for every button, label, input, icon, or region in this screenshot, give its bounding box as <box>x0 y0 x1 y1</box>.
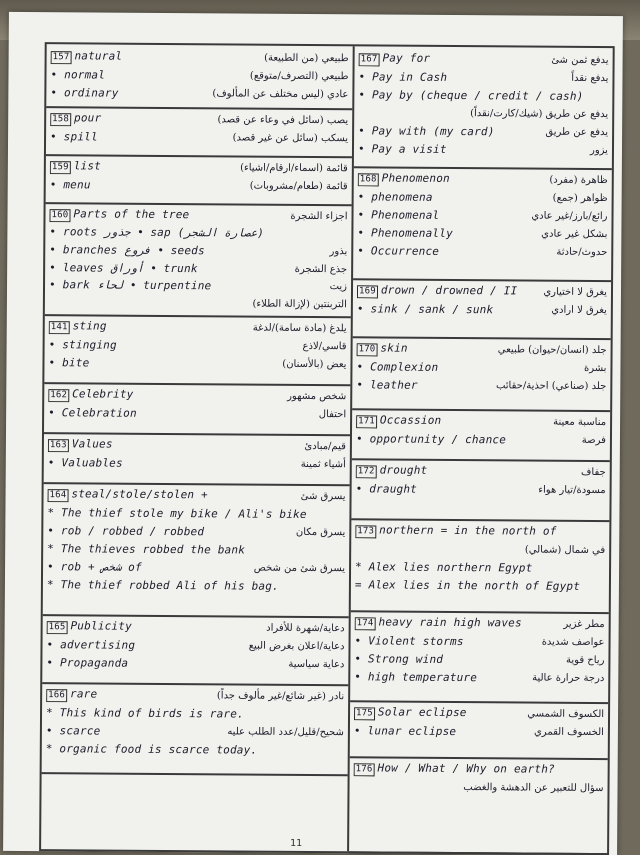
english-word: * This kind of birds is rare. <box>46 705 244 721</box>
english-text <box>50 178 91 191</box>
entry-line <box>50 84 348 102</box>
arabic-meaning: يزور <box>589 144 609 156</box>
english-text <box>356 463 428 478</box>
entry-number: 169 <box>357 285 378 298</box>
english-word: drought <box>379 462 428 477</box>
english-text <box>49 278 211 292</box>
arabic-meaning: طبيعي (من الطبيعة) <box>264 52 349 64</box>
arabic-meaning: جذع الشجرة <box>294 263 348 275</box>
arabic-meaning: بشكل غير عادي <box>541 228 608 240</box>
entry-line <box>355 576 605 594</box>
left-entry <box>46 154 352 206</box>
entry-line <box>46 740 344 758</box>
english-word: • Celebration <box>48 405 137 420</box>
arabic-meaning: سؤال للتعبير عن الدهشة والغضب <box>463 781 604 794</box>
english-text <box>357 208 439 222</box>
arabic-meaning: جلد (انسان/حيوان) طبيعي <box>497 343 607 356</box>
english-word: * Alex lies northern Egypt <box>355 559 533 575</box>
english-text <box>354 652 443 666</box>
english-text <box>355 615 522 631</box>
entry-line <box>357 242 607 260</box>
entry-line <box>48 454 346 472</box>
arabic-meaning: مطر غزير <box>563 618 605 630</box>
right-entry <box>351 458 609 522</box>
english-word: * The thieves robbed the bank <box>47 541 246 557</box>
arabic-meaning: بذور <box>329 245 348 258</box>
arabic-meaning: طبيعي (التصرف/متوقع) <box>249 70 349 82</box>
entry-line <box>51 48 349 66</box>
english-text <box>47 578 279 593</box>
arabic-meaning: جفاف <box>581 466 606 478</box>
english-word: Celebrity <box>72 386 134 401</box>
english-text <box>48 387 133 403</box>
left-entry <box>44 432 350 486</box>
arabic-meaning: يعض (بالأسنان) <box>282 358 347 370</box>
english-text <box>47 542 245 556</box>
arabic-meaning: يصب (سائل في وعاء عن قصد) <box>217 113 349 126</box>
english-text <box>357 341 408 356</box>
left-entry <box>46 106 352 158</box>
english-word: sting <box>72 318 107 333</box>
english-word: • Propaganda <box>46 655 129 670</box>
english-word: • spill <box>50 129 98 143</box>
english-word: • Complexion <box>356 359 439 374</box>
entry-number: 158 <box>50 113 71 126</box>
english-text <box>357 244 439 258</box>
english-word: * organic food is scarce today. <box>45 741 258 757</box>
english-text <box>354 705 467 721</box>
entry-line <box>49 224 347 242</box>
english-word: Parts of the tree <box>73 206 190 221</box>
arabic-meaning: يدفع عن طريق <box>545 126 609 138</box>
english-text <box>356 378 417 391</box>
entry-line <box>49 294 347 312</box>
english-word: Publicity <box>70 618 132 633</box>
entry-line <box>357 300 607 318</box>
english-text <box>356 413 441 429</box>
arabic-meaning: يلدغ (مادة سامة)/لدغة <box>252 322 347 334</box>
entry-line <box>358 122 608 140</box>
english-text <box>48 437 113 452</box>
english-text <box>46 742 258 756</box>
arabic-meaning: مناسبة معينة <box>553 416 607 428</box>
arabic-meaning: عادي (ليس مختلف عن المألوف) <box>212 87 349 100</box>
english-word: = Alex lies in the north of Egypt <box>354 577 581 593</box>
english-text <box>358 142 447 156</box>
entry-line <box>47 504 345 522</box>
arabic-meaning: الكسوف الشمسي <box>527 708 605 720</box>
english-text <box>356 360 438 374</box>
arabic-meaning: ظواهر (جمع) <box>552 192 608 204</box>
entry-number: 160 <box>49 209 70 222</box>
entry-line <box>358 68 608 86</box>
entry-line <box>46 686 344 704</box>
left-entry <box>43 482 350 618</box>
english-text <box>47 560 142 574</box>
english-text <box>356 432 506 446</box>
entry-line <box>357 206 607 224</box>
arabic-meaning: رياح قوية <box>565 654 605 666</box>
entry-line <box>359 50 609 68</box>
entry-line <box>46 722 344 740</box>
english-word: • ordinary <box>50 85 119 100</box>
english-word: • Pay in Cash <box>358 69 448 84</box>
english-text <box>354 724 456 738</box>
english-word: rare <box>69 686 98 701</box>
entry-line <box>358 188 608 206</box>
english-word: • leather <box>356 377 418 392</box>
english-word: • menu <box>49 177 91 191</box>
english-word: • Pay a visit <box>357 141 447 156</box>
entry-line <box>46 636 344 654</box>
arabic-meaning: قائمة (اسماء/ارقام/اشياء) <box>240 161 348 174</box>
entry-number: 167 <box>359 53 380 66</box>
entry-line <box>48 386 346 404</box>
entry-line <box>47 576 345 594</box>
arabic-meaning: ظاهرة (مفرد) <box>549 174 608 186</box>
arabic-meaning: فرصة <box>581 434 606 446</box>
entry-line <box>50 158 348 176</box>
entry-line <box>355 558 605 576</box>
arabic-meaning: يدفع عن طريق (شيك/كارت/نقداً) <box>470 107 609 120</box>
arabic-meaning: مسودة/تيار هواء <box>538 484 606 496</box>
english-text <box>46 687 97 702</box>
arabic-meaning: التربنتين (لإزالة الطلاء) <box>252 298 347 311</box>
english-word: Phenomenon <box>381 170 450 185</box>
english-word: • roots جذور • sap (عصارة الشجر) <box>49 225 265 240</box>
english-word: Occassion <box>379 412 442 427</box>
right-entry <box>352 408 610 462</box>
entry-line <box>50 66 348 84</box>
entry-number: 172 <box>356 465 377 478</box>
arabic-meaning: قيم/مبادئ <box>304 440 346 452</box>
arabic-meaning: حدوث/حادثة <box>556 246 608 258</box>
english-word: • rob + شخص of <box>47 559 142 574</box>
entry-line <box>50 128 348 146</box>
left-entry <box>46 44 352 110</box>
entry-line <box>357 282 607 300</box>
english-word: • rob / robbed / robbed <box>47 523 205 538</box>
entry-number: 176 <box>354 763 375 776</box>
english-word: • bark لحاء • turpentine <box>48 278 212 293</box>
english-word: • Violent storms <box>354 633 464 648</box>
entry-line <box>355 540 605 558</box>
entry-line <box>356 412 606 430</box>
right-entry <box>350 610 609 704</box>
entry-line <box>47 618 345 636</box>
english-text <box>50 111 101 126</box>
english-text <box>46 706 244 720</box>
entry-line <box>355 632 605 650</box>
entry-line <box>354 722 604 740</box>
entry-line <box>353 778 603 796</box>
english-word: • leaves أوراق • trunk <box>49 260 198 275</box>
english-word: • Phenomenal <box>357 207 440 222</box>
english-word: • advertising <box>46 637 136 652</box>
arabic-meaning: يسرق شئ <box>300 490 346 502</box>
arabic-meaning: عواصف شديدة <box>541 636 605 648</box>
arabic-meaning: يدفع نقداً <box>571 72 609 84</box>
entry-line <box>47 558 345 576</box>
english-word: • phenomena <box>357 189 433 204</box>
arabic-meaning: بشرة <box>583 362 607 374</box>
english-word: skin <box>380 340 408 355</box>
english-text <box>49 207 189 223</box>
english-text <box>48 456 123 470</box>
english-word: • draught <box>355 481 418 496</box>
english-word: Values <box>71 436 113 451</box>
english-text <box>47 506 306 521</box>
entry-line <box>46 654 344 672</box>
entry-number: 157 <box>51 51 72 64</box>
arabic-meaning: قائمة (طعام/مشروبات) <box>249 180 348 192</box>
english-word: natural <box>74 48 123 63</box>
entry-number: 168 <box>358 173 379 186</box>
english-word: • scarce <box>45 723 101 738</box>
entry-line <box>354 760 604 778</box>
english-word: • branches فروع • seeds <box>49 242 205 258</box>
entry-number: 173 <box>355 525 376 538</box>
left-entry <box>42 682 349 776</box>
entry-line <box>48 486 346 504</box>
entry-line <box>358 86 608 104</box>
left-entry <box>45 202 352 318</box>
english-text <box>357 302 494 316</box>
entry-line <box>47 522 345 540</box>
entry-line <box>356 358 606 376</box>
english-word: steal/stole/stolen + <box>71 486 208 501</box>
arabic-meaning: يسكب (سائل عن غير قصد) <box>232 131 349 144</box>
english-text <box>49 225 264 239</box>
page-frame <box>39 42 615 855</box>
arabic-meaning: شحيح/قليل/عدد الطلب عليه <box>227 725 344 738</box>
entry-line <box>356 480 606 498</box>
english-text <box>355 578 580 593</box>
english-word: How / What / Why on earth? <box>377 760 555 776</box>
english-text <box>50 68 105 81</box>
english-word: heavy rain high waves <box>378 614 522 629</box>
english-word: • bite <box>48 355 90 369</box>
arabic-meaning: قاسي/لاذع <box>302 340 347 352</box>
entry-line <box>354 704 604 722</box>
arabic-meaning: جلد (صناعي) احذية/حقائب <box>495 379 607 392</box>
entry-number: 141 <box>49 321 70 334</box>
english-text <box>50 130 98 143</box>
entry-line <box>356 430 606 448</box>
page-number: 11 <box>290 838 303 849</box>
right-entry <box>352 336 611 412</box>
entry-line <box>48 354 346 372</box>
english-text <box>46 656 128 670</box>
english-text <box>48 487 208 503</box>
entry-line <box>358 104 608 122</box>
arabic-meaning: الخسوف القمري <box>533 726 604 738</box>
entry-line <box>50 176 348 194</box>
entry-line <box>354 650 604 668</box>
english-text <box>358 190 433 204</box>
english-text <box>47 524 204 538</box>
arabic-meaning: دعاية/اعلان بغرض البيع <box>248 640 345 652</box>
english-word: drown / drowned / II <box>380 282 518 297</box>
entry-line <box>48 436 346 454</box>
arabic-meaning: احتفال <box>318 408 347 420</box>
english-word: • Strong wind <box>354 651 444 666</box>
entry-number: 164 <box>48 489 69 502</box>
left-entry <box>44 382 350 436</box>
english-text <box>358 88 583 103</box>
entry-number: 162 <box>48 389 69 402</box>
english-text <box>50 86 118 99</box>
arabic-meaning: يسرق مكان <box>295 526 346 538</box>
entry-line <box>47 540 345 558</box>
entry-number: 175 <box>354 707 375 720</box>
english-text <box>359 51 431 66</box>
english-word: • lunar eclipse <box>353 723 457 738</box>
entry-line <box>355 522 605 540</box>
entry-line <box>46 704 344 722</box>
arabic-meaning: دعاية/شهرة للأفراد <box>266 622 345 634</box>
english-text <box>355 560 532 574</box>
entry-line <box>356 376 606 394</box>
english-text <box>356 482 417 495</box>
english-text <box>49 243 205 257</box>
english-word: • high temperature <box>354 669 478 684</box>
english-text <box>354 761 555 777</box>
entry-line <box>49 241 347 259</box>
english-text <box>48 406 137 420</box>
english-word: * The thief stole my bike / Ali's bike <box>47 505 307 521</box>
english-text <box>358 124 495 138</box>
english-text <box>51 49 123 64</box>
entry-line <box>49 336 347 354</box>
entry-number: 159 <box>50 161 71 174</box>
entry-line <box>356 462 606 480</box>
right-entry <box>354 46 613 170</box>
english-word: • Occurrence <box>357 243 440 258</box>
english-text <box>355 523 556 539</box>
english-word: * The thief robbed Ali of his bag. <box>46 577 279 593</box>
arabic-meaning: شخص مشهور <box>287 390 347 402</box>
english-text <box>357 283 517 299</box>
english-text <box>46 638 135 652</box>
english-text <box>49 261 198 275</box>
entry-line <box>355 614 605 632</box>
english-word: • Pay with (my card) <box>358 123 495 138</box>
entry-line <box>48 404 346 422</box>
left-column <box>41 44 353 851</box>
entry-number: 165 <box>47 621 68 634</box>
english-word: pour <box>74 110 102 125</box>
english-text <box>46 724 101 737</box>
entry-number: 170 <box>357 343 378 356</box>
entry-line <box>354 668 604 686</box>
entry-number: 174 <box>355 617 376 630</box>
entry-line <box>49 277 347 295</box>
english-text <box>358 171 450 187</box>
entry-line <box>357 224 607 242</box>
right-entry <box>350 700 608 760</box>
entry-number: 166 <box>46 689 67 702</box>
entry-line <box>358 140 608 158</box>
english-text <box>357 226 453 240</box>
left-entry <box>44 314 350 386</box>
english-word: northern = in the north of <box>379 522 557 538</box>
right-entry <box>353 278 611 340</box>
entry-number: 163 <box>48 439 69 452</box>
arabic-meaning: يغرق لا اختياري <box>543 286 608 298</box>
arabic-meaning: رائع/بارز/غير عادي <box>531 210 608 222</box>
arabic-meaning: يغرق لا ارادي <box>551 304 607 316</box>
english-text <box>50 159 101 174</box>
arabic-meaning: دعاية سياسية <box>288 658 345 670</box>
arabic-meaning: نادر (غير شائع/غير مألوف جداً) <box>216 689 345 702</box>
english-text <box>49 319 107 334</box>
arabic-meaning: يسرق شئ من شخص <box>253 562 346 574</box>
right-entry <box>351 518 610 614</box>
arabic-meaning: في شمال (شمالي) <box>524 543 606 556</box>
english-text <box>355 634 464 648</box>
right-column <box>349 46 613 853</box>
english-word: • Phenomenally <box>357 225 453 240</box>
english-text <box>47 619 132 635</box>
english-text <box>354 670 477 684</box>
english-word: • stinging <box>48 337 117 352</box>
arabic-meaning: درجة حرارة عالية <box>532 672 605 684</box>
english-word: Pay for <box>382 50 431 65</box>
entry-line <box>50 110 348 128</box>
entry-line <box>49 206 347 224</box>
arabic-meaning: يدفع ثمن شئ <box>551 54 609 66</box>
english-word: Solar eclipse <box>377 704 467 719</box>
english-text <box>48 356 89 369</box>
entry-number: 171 <box>356 415 377 428</box>
right-entry <box>349 756 608 855</box>
english-text <box>358 70 447 84</box>
entry-line <box>358 170 608 188</box>
right-entry <box>353 166 612 282</box>
english-word: • Pay by (cheque / credit / cash) <box>358 87 584 103</box>
arabic-meaning: اجزاء الشجرة <box>290 210 348 222</box>
entry-line <box>49 259 347 277</box>
english-word: • Valuables <box>47 455 123 470</box>
left-entry <box>42 614 348 686</box>
english-word: • opportunity / chance <box>355 431 507 446</box>
english-text <box>49 338 117 351</box>
english-word: • sink / sank / sunk <box>356 301 494 316</box>
entry-line <box>357 340 607 358</box>
arabic-meaning: زيت <box>329 281 348 293</box>
notebook-page <box>3 12 623 855</box>
arabic-meaning: أشياء ثمينة <box>300 458 346 470</box>
entry-line <box>49 318 347 336</box>
english-word: • normal <box>50 67 106 82</box>
english-word: list <box>73 158 102 173</box>
